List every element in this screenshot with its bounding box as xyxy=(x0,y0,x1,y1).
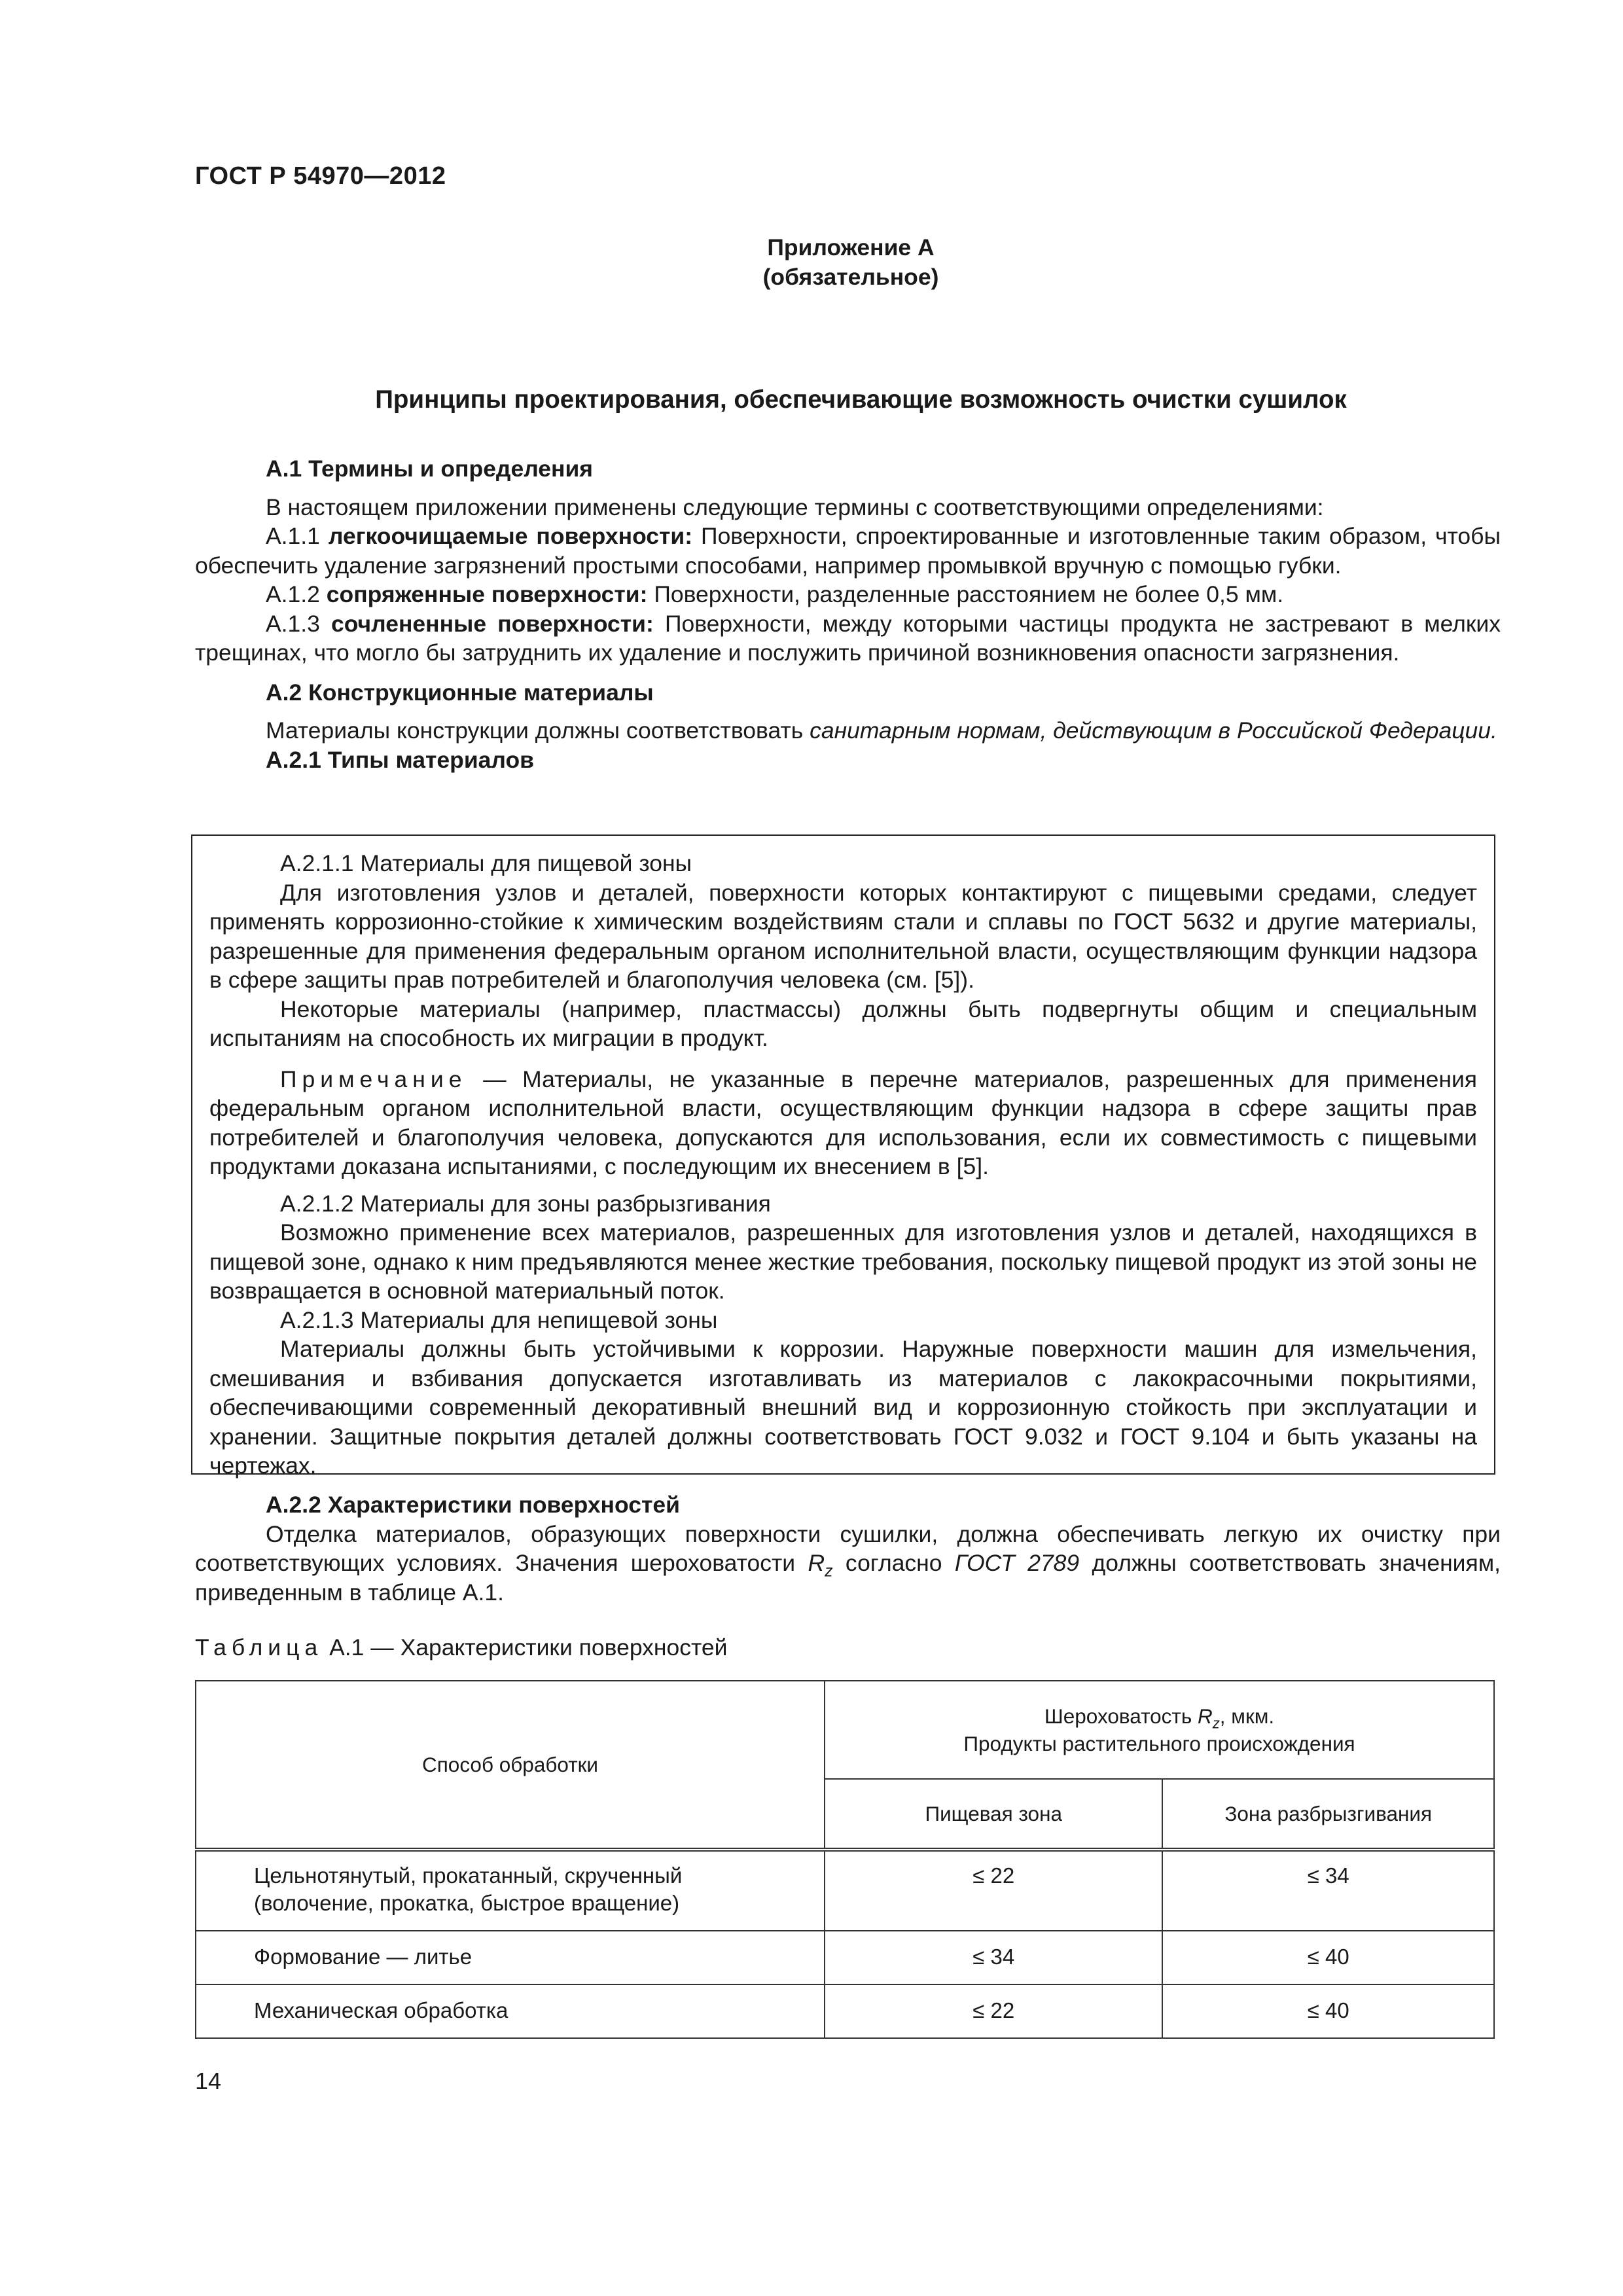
standard-number: ГОСТ Р 54970—2012 xyxy=(195,162,446,190)
roughness-r: R xyxy=(1198,1704,1213,1728)
section-title: Принципы проектирования, обеспечивающие возможность очистки сушилок xyxy=(375,386,1347,414)
page-number: 14 xyxy=(195,2068,222,2094)
cell-food xyxy=(825,1850,1162,1931)
term-number: А.1.2 xyxy=(266,581,327,607)
header-roughness-line2: Продукты растительного происхождения xyxy=(963,1732,1355,1755)
cell-method-text: Механическая обработка xyxy=(254,1998,508,2022)
cell-method-text: Цельнотянутый, прокатанный, скрученный (волочение, прокатка, быстрое вращение) xyxy=(254,1863,683,1915)
table-caption-text: А.1 — Характеристики поверхностей xyxy=(323,1634,728,1660)
heading-a1: А.1 Термины и определения xyxy=(266,456,594,482)
term-a12 xyxy=(195,580,1501,609)
cell-food-text: ≤ 22 xyxy=(972,1863,1015,1888)
term-definition: Поверхности, спроектированные и изготовленные таким образом, чтобы обеспечить удаление загрязнений простыми способами, например промывкой вручную с помощью губки. xyxy=(195,523,1501,579)
cell-splash-text: ≤ 34 xyxy=(1307,1863,1349,1888)
note-label: Примечание xyxy=(280,1066,467,1092)
a22-text-a: Отделка материалов, образующих поверхности сушилки, должна обеспечивать легкую их очистку при соответствующих условиях. Значения шероховатости xyxy=(195,1520,1501,1576)
cell-method-text: Формование — литье xyxy=(254,1945,473,1969)
boxed-materials xyxy=(191,834,1495,1479)
annex-status: (обязательное) xyxy=(762,264,939,290)
header-method-text: Способ обработки xyxy=(422,1753,599,1776)
table-caption-label: Таблица xyxy=(195,1634,323,1660)
rz-symbol xyxy=(808,1550,833,1581)
cell-splash-text: ≤ 40 xyxy=(1307,1998,1349,2022)
a2-text-plain: Материалы конструкции должны соответствовать xyxy=(266,717,810,744)
term-name: сочлененные поверхности: xyxy=(331,610,654,637)
cell-splash-text: ≤ 40 xyxy=(1307,1945,1349,1969)
a212-title: А.2.1.2 Материалы для зоны разбрызгивания xyxy=(280,1190,771,1217)
cell-method xyxy=(196,1984,825,2038)
a22-text-b: согласно xyxy=(832,1550,955,1576)
section-a1-a2 xyxy=(195,454,1501,774)
surface-table xyxy=(195,1680,1495,2039)
rz-r: R xyxy=(808,1550,825,1576)
roughness-text-a: Шероховатость xyxy=(1044,1704,1198,1728)
annex-heading xyxy=(0,233,1623,292)
header-method xyxy=(196,1681,825,1850)
cell-method xyxy=(196,1931,825,1984)
table-row xyxy=(196,1850,1494,1931)
roughness-symbol xyxy=(1198,1704,1220,1732)
rz-z: z xyxy=(825,1562,833,1581)
a22-paragraph xyxy=(195,1520,1501,1607)
cell-food xyxy=(825,1931,1162,1984)
a213-title: А.2.1.3 Материалы для непищевой зоны xyxy=(280,1306,718,1333)
heading-a2: А.2 Конструкционные материалы xyxy=(266,679,654,706)
a2-text-italic: санитарным нормам, действующим в Российской Федерации. xyxy=(810,717,1497,744)
roughness-text-b: , мкм. xyxy=(1219,1704,1275,1728)
table-row xyxy=(196,1984,1494,2038)
a22-text-italic: ГОСТ 2789 xyxy=(954,1550,1080,1576)
cell-splash xyxy=(1162,1984,1494,2038)
a211-title: А.2.1.1 Материалы для пищевой зоны xyxy=(280,850,692,876)
a211-paragraph-2: Некоторые материалы (например, пластмассы) должны быть подвергнуты общим и специальным испытаниям на способность их миграции в продукт. xyxy=(209,996,1477,1051)
term-name: легкоочищаемые поверхности: xyxy=(328,523,693,549)
cell-food-text: ≤ 22 xyxy=(972,1998,1015,2022)
header-roughness xyxy=(825,1681,1494,1779)
header-roughness-line1 xyxy=(825,1702,1493,1730)
term-number: А.1.1 xyxy=(266,523,329,549)
term-name: сопряженные поверхности: xyxy=(326,581,648,607)
a22-text-c: должны соответствовать значениям, приведенным в таблице А.1. xyxy=(195,1550,1501,1605)
annex-title: Приложение А xyxy=(767,234,935,260)
term-number: А.1.3 xyxy=(266,610,331,637)
term-definition: Поверхности, разделенные расстоянием не более 0,5 мм. xyxy=(647,581,1284,607)
cell-splash xyxy=(1162,1850,1494,1931)
term-a13 xyxy=(195,609,1501,668)
roughness-z: z xyxy=(1212,1715,1220,1732)
cell-food-text: ≤ 34 xyxy=(972,1945,1015,1969)
a211-paragraph-1: Для изготовления узлов и деталей, поверхности которых контактируют с пищевыми средами, следует применять коррозионно-стойкие к химическим воздействиям стали и сплавы по ГОСТ 5632 и другие материалы, разрешенные для применения федеральным органом исполнительной власти, осуществляющим функции надзора в сфере защиты прав потребителей и благополучия человека (см. [5]). xyxy=(209,879,1477,993)
note-text: — Материалы, не указанные в перечне материалов, разрешенных для применения федеральным органом исполнительной власти, осуществляющим функции надзора в сфере защиты прав потребителей и благополучия человека, допускаются для использования, если их совместимость с пищевыми продуктами доказана испытаниями, с последующим их внесением в [5]. xyxy=(209,1066,1477,1179)
a212-paragraph: Возможно применение всех материалов, разрешенных для изготовления узлов и деталей, находящихся в пищевой зоне, однако к ним предъявляются менее жесткие требования, поскольку пищевой продукт из этой зоны не возвращается в основной материальный поток. xyxy=(209,1219,1477,1304)
heading-a21: А.2.1 Типы материалов xyxy=(266,746,535,773)
term-a11 xyxy=(195,522,1501,580)
a2-text xyxy=(195,716,1501,745)
cell-food xyxy=(825,1984,1162,2038)
header-food-zone xyxy=(825,1779,1162,1850)
header-food-zone-text: Пищевая зона xyxy=(925,1802,1062,1825)
cell-method xyxy=(196,1850,825,1931)
heading-a22: А.2.2 Характеристики поверхностей xyxy=(266,1492,680,1518)
cell-splash xyxy=(1162,1931,1494,1984)
table-caption xyxy=(195,1633,727,1662)
header-splash-zone xyxy=(1162,1779,1494,1850)
a213-paragraph: Материалы должны быть устойчивыми к коррозии. Наружные поверхности машин для измельчения, смешивания и взбивания допускается изготавливать из материалов с лакокрасочными покрытиями, обеспечивающими современный декоративный внешний вид и коррозионную стойкость при эксплуатации и хранении. Защитные покрытия деталей должны соответствовать ГОСТ 9.032 и ГОСТ 9.104 и быть указаны на чертежах. xyxy=(209,1336,1477,1479)
a1-intro: В настоящем приложении применены следующие термины с соответствующими определениями: xyxy=(266,493,1324,520)
header-splash-zone-text: Зона разбрызгивания xyxy=(1224,1802,1433,1825)
section-a22 xyxy=(195,1490,1501,1607)
note xyxy=(209,1065,1477,1181)
table-row xyxy=(196,1931,1494,1984)
term-definition: Поверхности, между которыми частицы продукта не застревают в мелких трещинах, что могло бы затруднить их удаление и послужить причиной возникновения опасности загрязнения. xyxy=(195,610,1501,666)
